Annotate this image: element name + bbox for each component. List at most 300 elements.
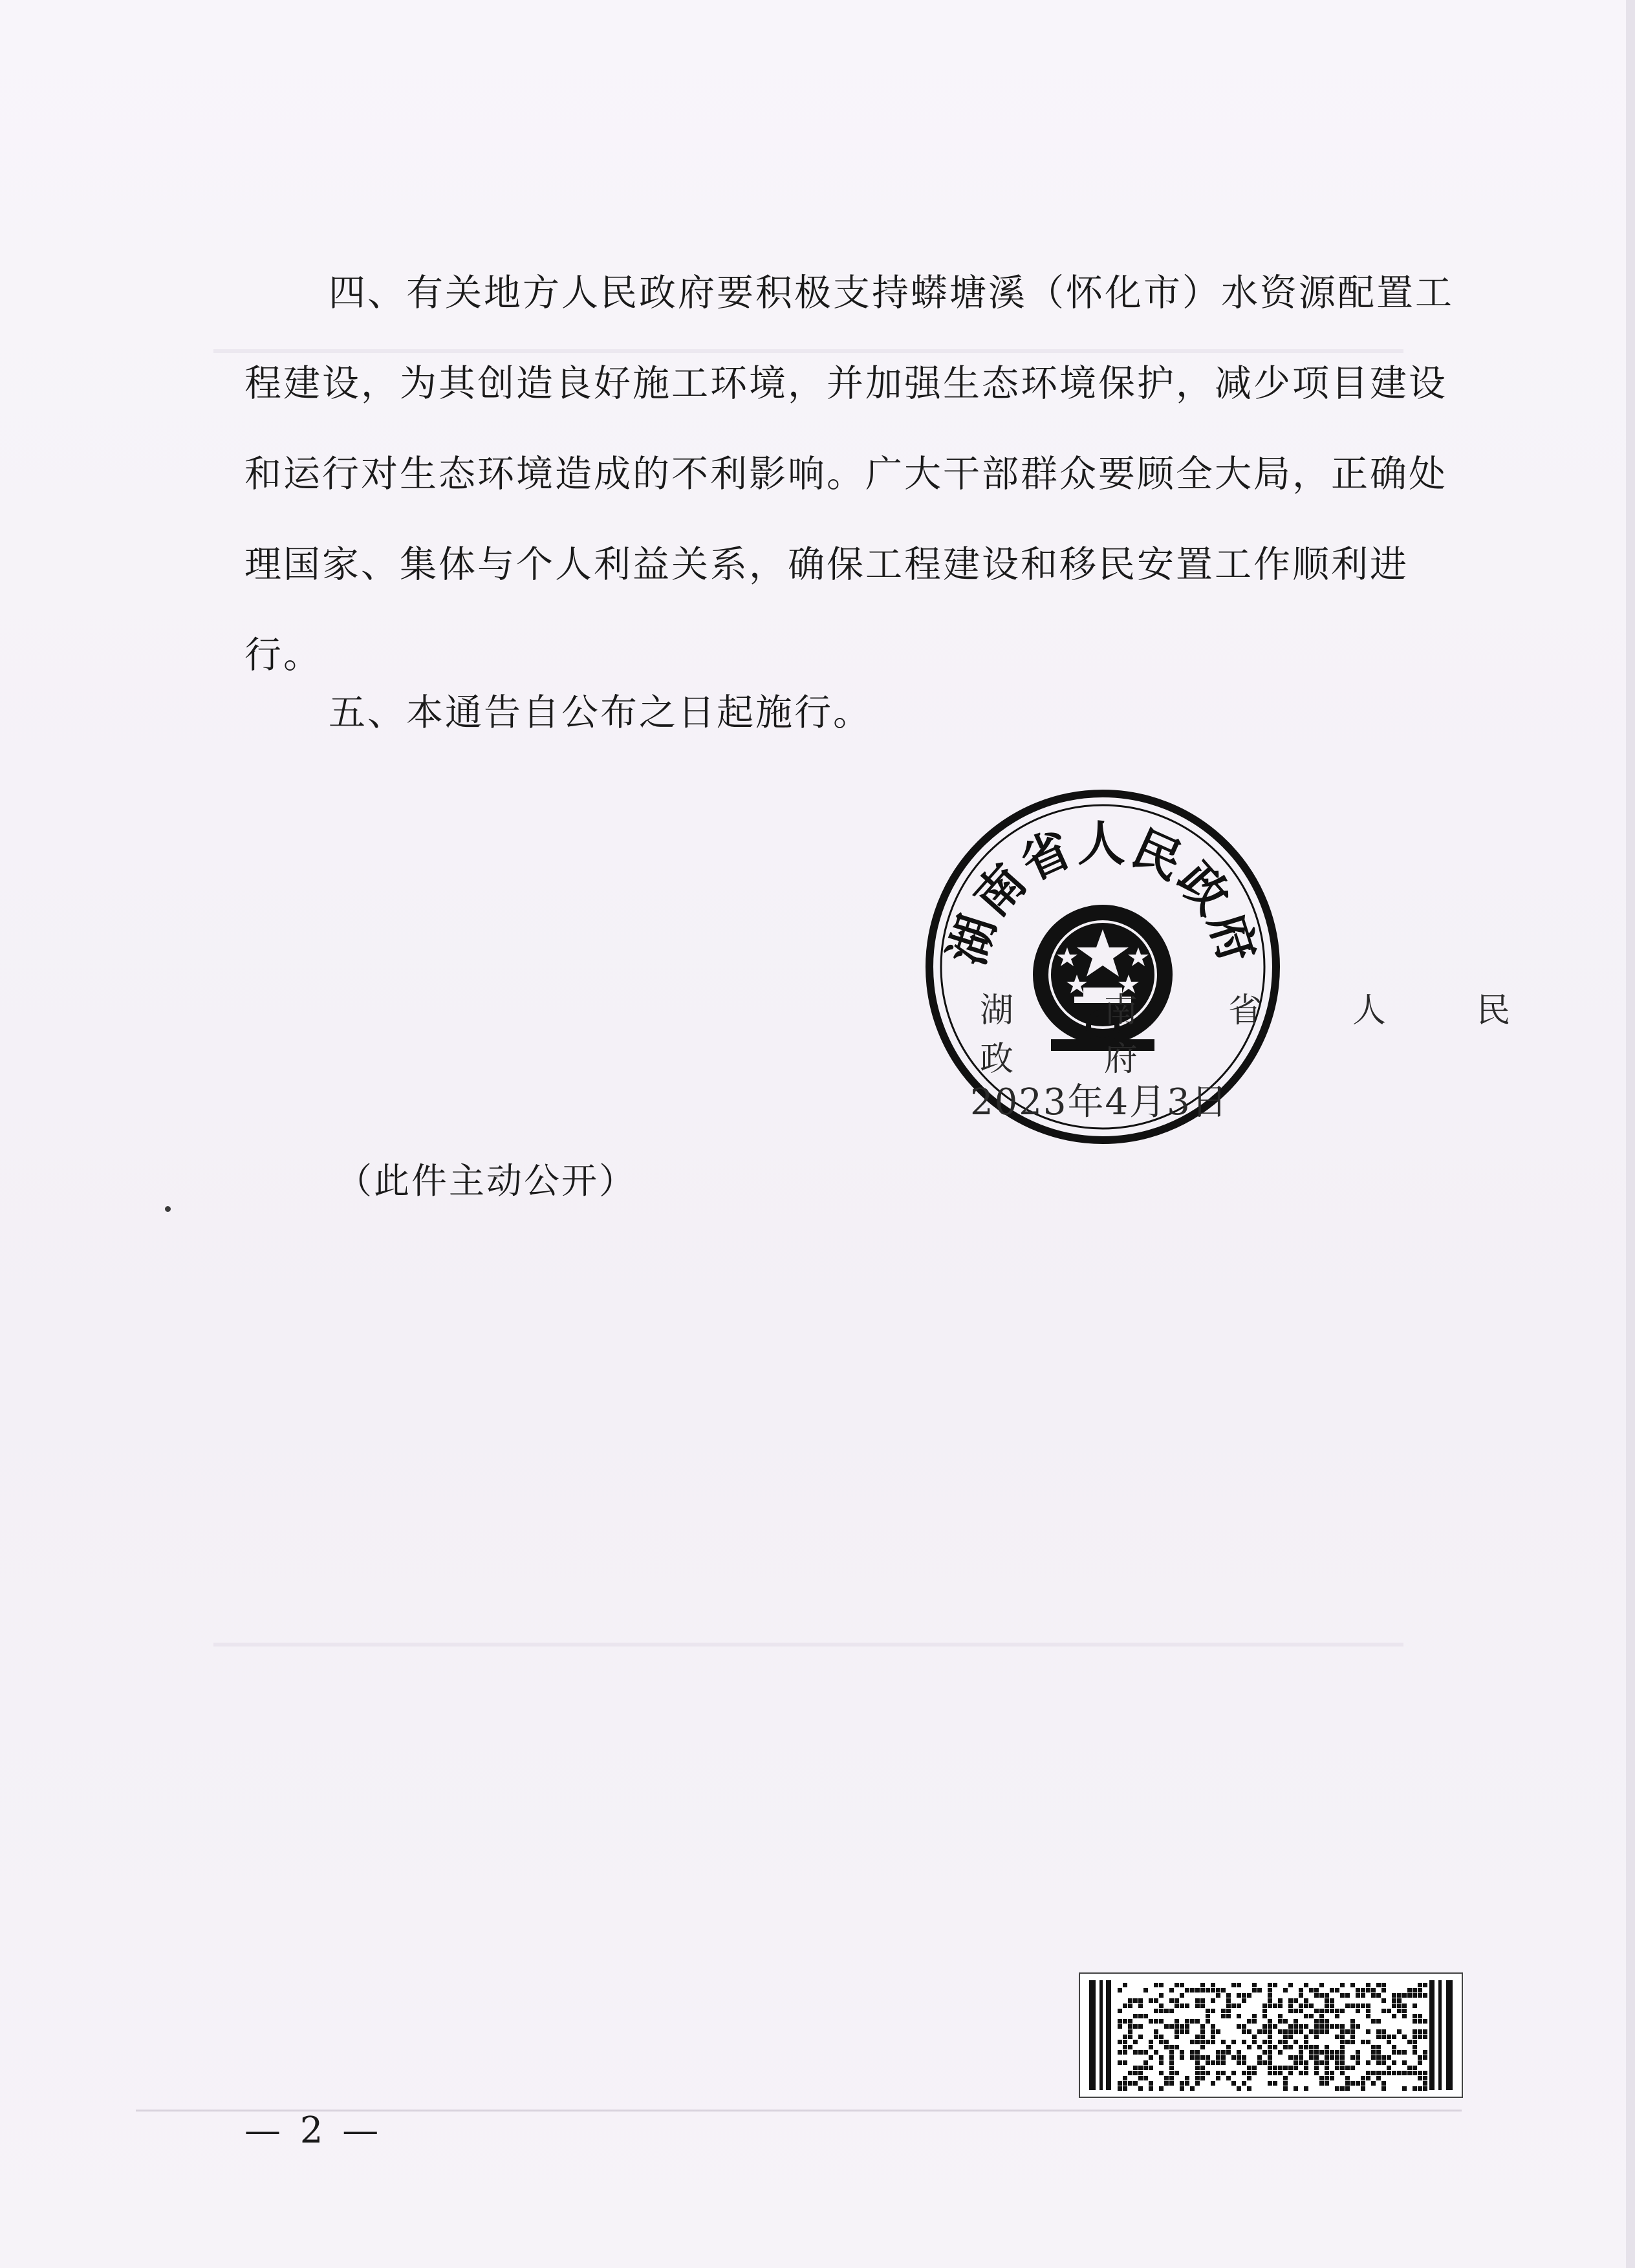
barcode-cell — [1180, 2081, 1184, 2086]
barcode-cell — [1402, 2050, 1407, 2055]
barcode-cell — [1283, 2086, 1288, 2091]
barcode-cell — [1314, 2019, 1319, 2024]
barcode-cell — [1169, 1998, 1174, 2003]
barcode-cell — [1319, 2009, 1324, 2013]
barcode-cell — [1366, 2014, 1370, 2018]
barcode-cell — [1154, 2009, 1158, 2013]
barcode-cell — [1350, 2081, 1355, 2086]
barcode-cell — [1252, 2014, 1257, 2018]
barcode-cell — [1366, 1988, 1370, 1993]
barcode-cell — [1159, 1983, 1164, 1987]
barcode-cell — [1330, 1988, 1334, 1993]
barcode-cell — [1268, 2050, 1272, 2055]
barcode-cell — [1366, 2003, 1370, 2008]
barcode-cell — [1123, 2060, 1127, 2065]
barcode-cell — [1387, 2035, 1391, 2039]
barcode-cell — [1128, 2019, 1132, 2024]
barcode-cell — [1211, 2035, 1215, 2039]
barcode-cell — [1294, 1998, 1298, 2003]
barcode-cell — [1185, 2024, 1189, 2029]
barcode-cell — [1169, 2024, 1174, 2029]
barcode-cell — [1237, 2055, 1241, 2060]
barcode-cell — [1413, 2071, 1417, 2075]
barcode-cell — [1143, 1988, 1148, 1993]
barcode-cell — [1423, 2050, 1427, 2055]
barcode-cell — [1185, 2003, 1189, 2008]
barcode-cell — [1231, 1983, 1236, 1987]
publicity-note: （此件主动公开） — [336, 1160, 637, 1202]
barcode-cell — [1418, 1993, 1422, 1998]
barcode-cell — [1381, 2035, 1386, 2039]
barcode-cell — [1381, 2060, 1386, 2065]
barcode-cell — [1268, 2071, 1272, 2075]
barcode-cell — [1418, 1983, 1422, 1987]
barcode-cell — [1262, 2050, 1267, 2055]
barcode-cell — [1335, 2055, 1339, 2060]
barcode-cell — [1283, 2035, 1288, 2039]
barcode-cell — [1200, 2024, 1205, 2029]
barcode-cell — [1200, 2003, 1205, 2008]
barcode-cell — [1356, 2060, 1360, 2065]
barcode-cell — [1423, 2019, 1427, 2024]
barcode-cell — [1392, 2060, 1396, 2065]
page-number: — 2 — — [244, 2110, 383, 2152]
barcode-cell — [1376, 2076, 1381, 2080]
barcode-cell — [1262, 2060, 1267, 2065]
barcode-cell — [1262, 2014, 1267, 2018]
barcode-cell — [1216, 2029, 1220, 2034]
barcode-cell — [1335, 2024, 1339, 2029]
barcode-cell — [1366, 2009, 1370, 2013]
barcode-cell — [1262, 2003, 1267, 2008]
barcode-cell — [1149, 2019, 1153, 2024]
barcode-cell — [1288, 2009, 1293, 2013]
barcode-cell — [1175, 2071, 1179, 2075]
barcode-cell — [1123, 1983, 1127, 1987]
barcode-cell — [1376, 2035, 1381, 2039]
barcode-cell — [1278, 2050, 1283, 2055]
signing-organization: 湖南省人民政府 — [980, 991, 1601, 1079]
barcode-cell — [1221, 2071, 1226, 2075]
barcode-cell — [1159, 2055, 1164, 2060]
barcode-cell — [1325, 2050, 1329, 2055]
barcode-cell — [1262, 2029, 1267, 2034]
barcode-cell — [1247, 2066, 1251, 2070]
barcode-cell — [1175, 2024, 1179, 2029]
barcode-cell — [1200, 2076, 1205, 2080]
barcode-cell — [1288, 1983, 1293, 1987]
barcode-cell — [1190, 2050, 1195, 2055]
barcode-cell — [1361, 2086, 1365, 2091]
barcode-cell — [1304, 2014, 1308, 2018]
barcode-cell — [1195, 2066, 1200, 2070]
barcode-cell — [1237, 2050, 1241, 2055]
barcode-cell — [1211, 2024, 1215, 2029]
barcode-cell — [1407, 2071, 1412, 2075]
barcode-cell — [1340, 2009, 1345, 2013]
barcode-cell — [1423, 2081, 1427, 2086]
barcode-cell — [1123, 2003, 1127, 2008]
barcode-cell — [1226, 2014, 1231, 2018]
barcode-cell — [1237, 1983, 1241, 1987]
barcode-cell — [1180, 2055, 1184, 2060]
barcode-cell — [1350, 2019, 1355, 2024]
barcode-cell — [1237, 2014, 1241, 2018]
barcode-cell — [1123, 2081, 1127, 2086]
barcode-cell — [1242, 2081, 1246, 2086]
barcode-cell — [1169, 2050, 1174, 2055]
barcode-cell — [1314, 1993, 1319, 1998]
barcode-cell — [1340, 1983, 1345, 1987]
barcode-cell — [1278, 2019, 1283, 2024]
barcode-cell — [1185, 2076, 1189, 2080]
barcode-cell — [1356, 2055, 1360, 2060]
barcode-cell — [1252, 2035, 1257, 2039]
barcode-cell — [1195, 2050, 1200, 2055]
barcode-cell — [1413, 2029, 1417, 2034]
barcode-cell — [1273, 1983, 1277, 1987]
barcode-cell — [1154, 1983, 1158, 1987]
barcode-cell — [1397, 2071, 1402, 2075]
barcode-cell — [1376, 2055, 1381, 2060]
barcode-cell — [1273, 2024, 1277, 2029]
barcode-cell — [1314, 2045, 1319, 2049]
barcode-cell — [1143, 2076, 1148, 2080]
barcode-cell — [1257, 2055, 1262, 2060]
barcode-cell — [1221, 2050, 1226, 2055]
barcode-cell — [1413, 2040, 1417, 2044]
barcode-cell — [1283, 2081, 1288, 2086]
barcode-cell — [1319, 2050, 1324, 2055]
barcode-cell — [1361, 1993, 1365, 1998]
barcode-cell — [1309, 2003, 1314, 2008]
barcode-cell — [1185, 2081, 1189, 2086]
barcode-cell — [1418, 2035, 1422, 2039]
barcode-cell — [1128, 2035, 1132, 2039]
barcode-cell — [1185, 2029, 1189, 2034]
barcode-cell — [1206, 2055, 1210, 2060]
barcode-cell — [1206, 2009, 1210, 2013]
barcode-cell — [1387, 2055, 1391, 2060]
barcode-cell — [1138, 2003, 1143, 2008]
barcode-cell — [1371, 2071, 1376, 2075]
barcode-cell — [1237, 2086, 1241, 2091]
barcode-cell — [1361, 2040, 1365, 2044]
barcode-cell — [1418, 2071, 1422, 2075]
barcode-cell — [1288, 2071, 1293, 2075]
barcode-cell — [1252, 2071, 1257, 2075]
barcode-cell — [1195, 1988, 1200, 1993]
barcode-cell — [1278, 2003, 1283, 2008]
barcode-cell — [1288, 2029, 1293, 2034]
barcode-cell — [1268, 2024, 1272, 2029]
barcode-cell — [1216, 2050, 1220, 2055]
barcode-cell — [1299, 2050, 1303, 2055]
barcode-cell — [1371, 2055, 1376, 2060]
barcode-cell — [1138, 2086, 1143, 2091]
barcode-cell — [1319, 2019, 1324, 2024]
barcode-cell — [1376, 1993, 1381, 1998]
barcode-cell — [1325, 2066, 1329, 2070]
barcode-cell — [1402, 2035, 1407, 2039]
barcode-cell — [1294, 2066, 1298, 2070]
barcode-cell — [1345, 2081, 1350, 2086]
barcode-cell — [1299, 2055, 1303, 2060]
barcode-cell — [1206, 1988, 1210, 1993]
barcode-cell — [1314, 2050, 1319, 2055]
barcode-cell — [1294, 2029, 1298, 2034]
barcode-cell — [1169, 2071, 1174, 2075]
barcode-cell — [1402, 2071, 1407, 2075]
barcode-cell — [1216, 2055, 1220, 2060]
barcode-cell — [1180, 2024, 1184, 2029]
barcode-cell — [1268, 2029, 1272, 2034]
barcode-cell — [1366, 1983, 1370, 1987]
barcode-cell — [1149, 2066, 1153, 2070]
barcode-cell — [1381, 2009, 1386, 2013]
barcode-cell — [1304, 2024, 1308, 2029]
barcode-cell — [1180, 2050, 1184, 2055]
barcode-cell — [1392, 2050, 1396, 2055]
barcode-cell — [1325, 2055, 1329, 2060]
barcode-cell — [1226, 2076, 1231, 2080]
barcode-cell — [1356, 2024, 1360, 2029]
barcode-cell — [1366, 2071, 1370, 2075]
barcode-cell — [1325, 2024, 1329, 2029]
barcode-cell — [1123, 2040, 1127, 2044]
barcode-cell — [1397, 1998, 1402, 2003]
barcode-cell — [1350, 1983, 1355, 1987]
barcode-cell — [1169, 2055, 1174, 2060]
barcode-cell — [1314, 2009, 1319, 2013]
barcode-cell — [1138, 2071, 1143, 2075]
barcode-cell — [1423, 2055, 1427, 2060]
barcode-cell — [1242, 2071, 1246, 2075]
barcode-cell — [1330, 2003, 1334, 2008]
barcode-cell — [1143, 2060, 1148, 2065]
barcode-cell — [1216, 1988, 1220, 1993]
barcode-cell — [1381, 2086, 1386, 2091]
barcode-cell — [1195, 2035, 1200, 2039]
barcode-cell — [1262, 2040, 1267, 2044]
barcode-cell — [1335, 2060, 1339, 2065]
barcode-cell — [1169, 2060, 1174, 2065]
barcode-cell — [1200, 2055, 1205, 2060]
barcode-cell — [1118, 2019, 1122, 2024]
barcode-cell — [1304, 2003, 1308, 2008]
barcode-cell — [1180, 2086, 1184, 2091]
barcode-cell — [1304, 1983, 1308, 1987]
barcode-cell — [1413, 2066, 1417, 2070]
barcode-cell — [1216, 2076, 1220, 2080]
seal-text: 湖南省人民政府 — [938, 816, 1267, 972]
barcode-cell — [1175, 2003, 1179, 2008]
barcode-cell — [1159, 2009, 1164, 2013]
barcode-cell — [1195, 2055, 1200, 2060]
barcode-cell — [1175, 2019, 1179, 2024]
barcode-cell — [1149, 1998, 1153, 2003]
barcode-cell — [1356, 2003, 1360, 2008]
barcode-cell — [1350, 2003, 1355, 2008]
barcode-cell — [1283, 2076, 1288, 2080]
barcode-cell — [1211, 2060, 1215, 2065]
barcode-cell — [1288, 2045, 1293, 2049]
barcode-cell — [1211, 2040, 1215, 2044]
barcode-cell — [1283, 2029, 1288, 2034]
barcode-cell — [1309, 2014, 1314, 2018]
barcode-cell — [1118, 2024, 1122, 2029]
barcode-cell — [1407, 1993, 1412, 1998]
barcode-cell — [1252, 2040, 1257, 2044]
barcode-cell — [1325, 2019, 1329, 2024]
barcode-cell — [1138, 2035, 1143, 2039]
barcode-cell — [1299, 2071, 1303, 2075]
barcode-cell — [1423, 2035, 1427, 2039]
barcode-cell — [1138, 2014, 1143, 2018]
barcode-cell — [1128, 2045, 1132, 2049]
barcode-cell — [1319, 2014, 1324, 2018]
barcode-cell — [1257, 1988, 1262, 1993]
barcode-cell — [1361, 2076, 1365, 2080]
barcode-cell — [1190, 2055, 1195, 2060]
barcode-cell — [1175, 1983, 1179, 1987]
barcode-cell — [1423, 1983, 1427, 1987]
barcode-cell — [1180, 1983, 1184, 1987]
barcode-cell — [1309, 2045, 1314, 2049]
ink-speck — [165, 1206, 171, 1212]
barcode-cell — [1169, 1988, 1174, 1993]
barcode-cell — [1304, 2035, 1308, 2039]
barcode-cell — [1314, 2060, 1319, 2065]
barcode-cell — [1325, 2081, 1329, 2086]
barcode-cell — [1299, 2003, 1303, 2008]
barcode-cell — [1423, 2071, 1427, 2075]
barcode-cell — [1138, 2066, 1143, 2070]
barcode-cell — [1149, 2040, 1153, 2044]
barcode-cell — [1226, 1993, 1231, 1998]
barcode-cell — [1242, 2055, 1246, 2060]
barcode-cell — [1330, 2076, 1334, 2080]
barcode-cell — [1283, 2045, 1288, 2049]
barcode-cell — [1154, 2029, 1158, 2034]
barcode-cell — [1143, 2050, 1148, 2055]
barcode-cell — [1381, 2071, 1386, 2075]
barcode-cell — [1304, 2040, 1308, 2044]
barcode-cell — [1268, 2081, 1272, 2086]
barcode-cell — [1268, 1983, 1272, 1987]
barcode-cell — [1242, 2060, 1246, 2065]
barcode-cell — [1299, 2060, 1303, 2065]
barcode-cell — [1154, 2035, 1158, 2039]
barcode-cell — [1392, 1993, 1396, 1998]
barcode-cell — [1123, 2086, 1127, 2091]
barcode-cell — [1237, 2024, 1241, 2029]
barcode-cell — [1335, 2066, 1339, 2070]
barcode-cell — [1314, 2071, 1319, 2075]
barcode-cell — [1138, 1998, 1143, 2003]
barcode-cell — [1418, 2086, 1422, 2091]
barcode-cell — [1247, 2029, 1251, 2034]
barcode-cell — [1164, 2081, 1169, 2086]
barcode-cell — [1231, 2081, 1236, 2086]
barcode-cell — [1288, 1998, 1293, 2003]
barcode-cell — [1340, 1993, 1345, 1998]
barcode-cell — [1123, 2019, 1127, 2024]
barcode-cell — [1118, 1988, 1122, 1993]
barcode-cell — [1128, 2024, 1132, 2029]
barcode-cell — [1226, 2003, 1231, 2008]
barcode-cell — [1345, 2029, 1350, 2034]
barcode-cell — [1268, 2060, 1272, 2065]
barcode-cell — [1299, 2024, 1303, 2029]
barcode-cell — [1304, 2060, 1308, 2065]
barcode-cell — [1361, 2003, 1365, 2008]
barcode-cell — [1392, 2071, 1396, 2075]
barcode-cell — [1180, 1993, 1184, 1998]
barcode-cell — [1294, 2024, 1298, 2029]
barcode-cell — [1325, 2060, 1329, 2065]
barcode-cell — [1304, 2086, 1308, 2091]
barcode-cell — [1262, 2009, 1267, 2013]
barcode-cell — [1252, 2019, 1257, 2024]
barcode-cell — [1268, 2066, 1272, 2070]
barcode-cell — [1200, 2040, 1205, 2044]
barcode-cell — [1413, 2014, 1417, 2018]
barcode-cell — [1413, 2003, 1417, 2008]
barcode-cell — [1242, 2040, 1246, 2044]
barcode-cell — [1366, 2029, 1370, 2034]
barcode-cell — [1294, 2055, 1298, 2060]
barcode-cell — [1138, 2050, 1143, 2055]
barcode-cell — [1304, 2071, 1308, 2075]
barcode-cell — [1356, 2009, 1360, 2013]
barcode-cell — [1345, 2040, 1350, 2044]
barcode-cell — [1402, 2014, 1407, 2018]
barcode-cell — [1133, 2071, 1138, 2075]
barcode-cell — [1231, 2003, 1236, 2008]
barcode-cell — [1350, 2055, 1355, 2060]
barcode-cell — [1143, 2066, 1148, 2070]
barcode-cell — [1381, 2055, 1386, 2060]
barcode-cell — [1164, 2024, 1169, 2029]
barcode-cell — [1149, 2081, 1153, 2086]
barcode-cell — [1252, 2066, 1257, 2070]
barcode-cell — [1190, 2040, 1195, 2044]
barcode-cell — [1221, 1988, 1226, 1993]
barcode-cell — [1319, 2081, 1324, 2086]
barcode-cell — [1366, 2040, 1370, 2044]
barcode-cell — [1237, 2060, 1241, 2065]
barcode-cell — [1195, 2003, 1200, 2008]
barcode-cell — [1288, 2035, 1293, 2039]
barcode-cell — [1118, 2081, 1122, 2086]
barcode-cell — [1262, 2024, 1267, 2029]
barcode-cell — [1200, 2045, 1205, 2049]
barcode-cell — [1257, 2029, 1262, 2034]
barcode-cell — [1387, 2066, 1391, 2070]
barcode-cell — [1309, 2050, 1314, 2055]
barcode-cell — [1345, 1993, 1350, 1998]
barcode-cell — [1366, 2060, 1370, 2065]
barcode-cell — [1381, 1983, 1386, 1987]
barcode-cell — [1159, 2019, 1164, 2024]
barcode-cell — [1340, 2045, 1345, 2049]
barcode-cell — [1407, 1988, 1412, 1993]
barcode-cell — [1413, 2035, 1417, 2039]
barcode-cell — [1335, 2050, 1339, 2055]
barcode-cell — [1325, 2003, 1329, 2008]
signing-date: 2023年4月3日 — [970, 1081, 1229, 1123]
